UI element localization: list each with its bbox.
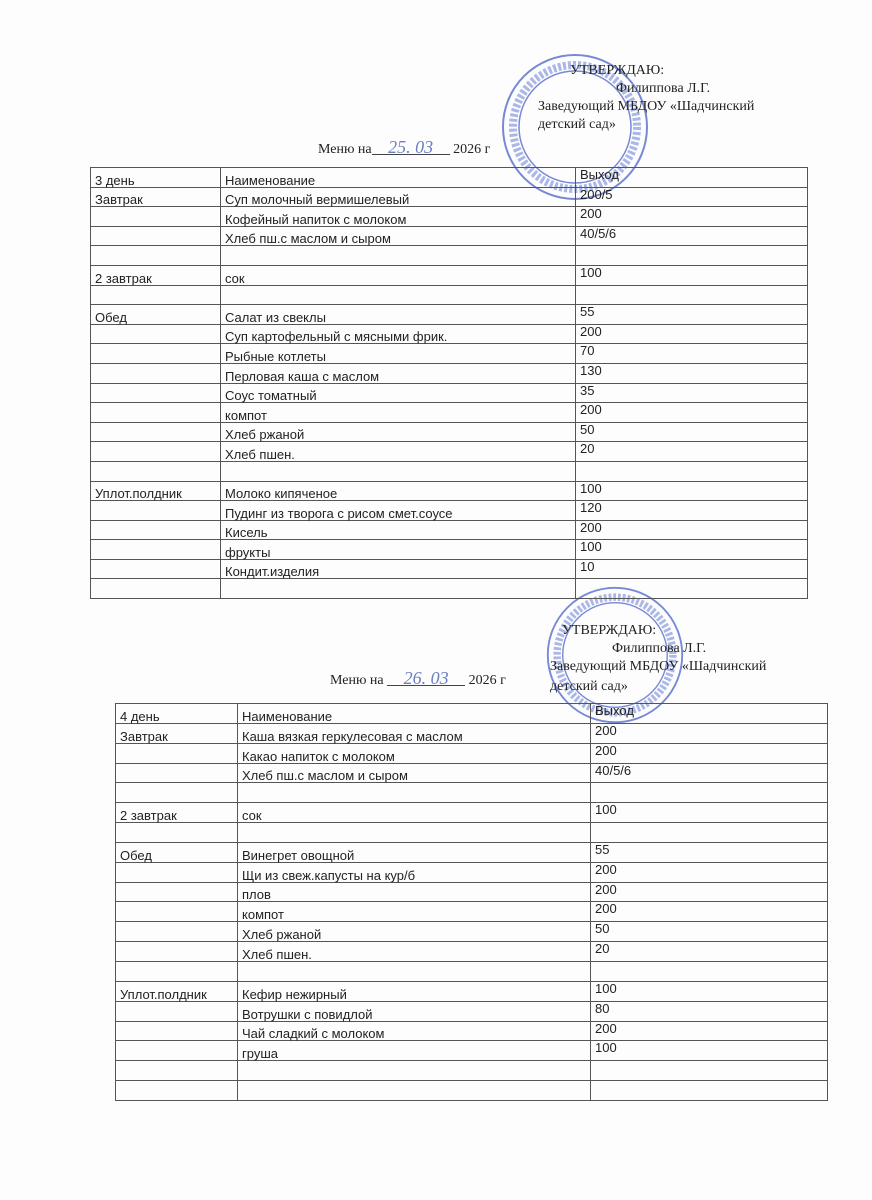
- dish-cell: [238, 783, 591, 803]
- menu-title: [330, 668, 506, 689]
- dish-cell: Щи из свеж.капусты на кур/б: [238, 862, 591, 882]
- meal-cell: [91, 383, 221, 403]
- meal-cell: Завтрак: [116, 723, 238, 743]
- table-row: [91, 363, 808, 383]
- portion-cell: [591, 1081, 828, 1101]
- meal-cell: [116, 743, 238, 763]
- menu-date: 25. 03: [372, 140, 450, 155]
- portion-cell: 200: [591, 723, 828, 743]
- dish-cell: [221, 246, 576, 266]
- portion-cell: [576, 461, 808, 481]
- meal-cell: [91, 422, 221, 442]
- dish-cell: Салат из свеклы: [221, 305, 576, 325]
- portion-cell: 200: [576, 520, 808, 540]
- dish-cell: Хлеб пш.с маслом и сыром: [221, 226, 576, 246]
- meal-cell: [91, 285, 221, 305]
- dish-cell: компот: [238, 902, 591, 922]
- meal-cell: [116, 783, 238, 803]
- title-suffix: 2026 г: [453, 142, 491, 157]
- table-row: [91, 285, 808, 305]
- menu-table-day4: [115, 703, 828, 1101]
- portion-cell: 200: [591, 1021, 828, 1041]
- portion-cell: [591, 961, 828, 981]
- dish-cell: плов: [238, 882, 591, 902]
- dish-cell: [221, 579, 576, 599]
- dish-cell: груша: [238, 1041, 591, 1061]
- dish-cell: [221, 285, 576, 305]
- dish-cell: Хлеб пш.с маслом и сыром: [238, 763, 591, 783]
- table-row: [116, 1001, 828, 1021]
- approval-block: [550, 622, 766, 696]
- table-row: [116, 981, 828, 1001]
- table-row: [91, 305, 808, 325]
- meal-cell: [116, 823, 238, 843]
- meal-cell: [116, 763, 238, 783]
- table-row: [116, 743, 828, 763]
- table-row: [116, 1021, 828, 1041]
- meal-cell: [91, 540, 221, 560]
- dish-cell: Чай сладкий с молоком: [238, 1021, 591, 1041]
- table-row: [116, 882, 828, 902]
- meal-cell: 2 завтрак: [91, 265, 221, 285]
- approver-name: Филиппова Л.Г.: [612, 641, 707, 656]
- meal-cell: [116, 961, 238, 981]
- meal-cell: [91, 579, 221, 599]
- meal-cell: [91, 501, 221, 521]
- table-row: [116, 902, 828, 922]
- dish-cell: сок: [238, 803, 591, 823]
- portion-cell: 20: [576, 442, 808, 462]
- table-row: [91, 540, 808, 560]
- dish-cell: Каша вязкая геркулесовая с маслом: [238, 723, 591, 743]
- portion-cell: 55: [576, 305, 808, 325]
- dish-cell: Наименование: [221, 168, 576, 188]
- dish-cell: [238, 1081, 591, 1101]
- table-row: [91, 442, 808, 462]
- table-row: [91, 559, 808, 579]
- title-prefix: Меню на: [318, 142, 372, 157]
- meal-cell: 4 день: [116, 704, 238, 724]
- dish-cell: Кофейный напиток с молоком: [221, 207, 576, 227]
- meal-cell: [91, 461, 221, 481]
- dish-cell: [238, 823, 591, 843]
- portion-cell: 200: [591, 862, 828, 882]
- approver-position: Заведующий МБДОУ «Шадчинский: [550, 659, 767, 674]
- meal-cell: [91, 520, 221, 540]
- portion-cell: 120: [576, 501, 808, 521]
- portion-cell: [576, 285, 808, 305]
- meal-cell: [91, 324, 221, 344]
- table-row: [91, 579, 808, 599]
- table-row: [91, 246, 808, 266]
- dish-cell: Кефир нежирный: [238, 981, 591, 1001]
- portion-cell: 200: [576, 324, 808, 344]
- portion-cell: 100: [576, 481, 808, 501]
- meal-cell: 2 завтрак: [116, 803, 238, 823]
- meal-cell: Уплот.полдник: [91, 481, 221, 501]
- table-row: [116, 1041, 828, 1061]
- table-row: [116, 862, 828, 882]
- dish-cell: [238, 961, 591, 981]
- table-row: [116, 823, 828, 843]
- table-row: [116, 1081, 828, 1101]
- dish-cell: Молоко кипяченое: [221, 481, 576, 501]
- table-row: [91, 403, 808, 423]
- portion-cell: 200: [591, 882, 828, 902]
- portion-cell: 100: [591, 1041, 828, 1061]
- portion-cell: 200: [591, 902, 828, 922]
- approval-block: [538, 62, 754, 134]
- portion-cell: [591, 1061, 828, 1081]
- meal-cell: Уплот.полдник: [116, 981, 238, 1001]
- dish-cell: Вотрушки с повидлой: [238, 1001, 591, 1021]
- meal-cell: [116, 942, 238, 962]
- table-row: [91, 501, 808, 521]
- meal-cell: [91, 246, 221, 266]
- dish-cell: компот: [221, 403, 576, 423]
- table-row: [91, 324, 808, 344]
- portion-cell: [591, 783, 828, 803]
- table-row: [116, 842, 828, 862]
- meal-cell: [116, 902, 238, 922]
- portion-cell: 50: [576, 422, 808, 442]
- portion-cell: 40/5/6: [576, 226, 808, 246]
- portion-cell: [591, 823, 828, 843]
- table-row: [116, 763, 828, 783]
- dish-cell: [238, 1061, 591, 1081]
- portion-cell: [576, 246, 808, 266]
- portion-cell: 40/5/6: [591, 763, 828, 783]
- table-row: [116, 723, 828, 743]
- meal-cell: [116, 882, 238, 902]
- meal-cell: [116, 1081, 238, 1101]
- menu-date: 26. 03: [387, 671, 465, 686]
- table-row: [91, 461, 808, 481]
- table-row: [116, 803, 828, 823]
- meal-cell: [91, 363, 221, 383]
- portion-cell: 100: [591, 981, 828, 1001]
- dish-cell: Наименование: [238, 704, 591, 724]
- portion-cell: [576, 579, 808, 599]
- portion-cell: 100: [576, 265, 808, 285]
- portion-cell: 200: [591, 743, 828, 763]
- portion-cell: 80: [591, 1001, 828, 1021]
- dish-cell: Перловая каша с маслом: [221, 363, 576, 383]
- meal-cell: [91, 559, 221, 579]
- table-row: [91, 422, 808, 442]
- portion-cell: Выход: [576, 168, 808, 188]
- meal-cell: [91, 344, 221, 364]
- dish-cell: Винегрет овощной: [238, 842, 591, 862]
- table-row: [116, 1061, 828, 1081]
- meal-cell: [91, 442, 221, 462]
- dish-cell: Хлеб пшен.: [238, 942, 591, 962]
- portion-cell: 35: [576, 383, 808, 403]
- approver-name: Филиппова Л.Г.: [616, 81, 711, 96]
- portion-cell: 20: [591, 942, 828, 962]
- meal-cell: [91, 226, 221, 246]
- meal-cell: [116, 922, 238, 942]
- dish-cell: фрукты: [221, 540, 576, 560]
- portion-cell: 130: [576, 363, 808, 383]
- menu-title: [318, 137, 491, 158]
- table-row: [91, 226, 808, 246]
- meal-cell: [91, 207, 221, 227]
- dish-cell: [221, 461, 576, 481]
- meal-cell: [116, 1061, 238, 1081]
- dish-cell: Рыбные котлеты: [221, 344, 576, 364]
- table-row: [91, 520, 808, 540]
- meal-cell: [116, 862, 238, 882]
- meal-cell: 3 день: [91, 168, 221, 188]
- table-row: [91, 344, 808, 364]
- meal-cell: Завтрак: [91, 187, 221, 207]
- dish-cell: Пудинг из творога с рисом смет.соусе: [221, 501, 576, 521]
- approver-org: детский сад»: [538, 117, 616, 132]
- portion-cell: Выход: [591, 704, 828, 724]
- approval-heading: УТВЕРЖДАЮ:: [562, 623, 657, 638]
- dish-cell: Суп картофельный с мясными фрик.: [221, 324, 576, 344]
- portion-cell: 200: [576, 403, 808, 423]
- table-row: [116, 783, 828, 803]
- table-header: [91, 168, 808, 188]
- portion-cell: 200/5: [576, 187, 808, 207]
- meal-cell: [116, 1001, 238, 1021]
- table-row: [91, 383, 808, 403]
- meal-cell: [116, 1021, 238, 1041]
- portion-cell: 100: [576, 540, 808, 560]
- dish-cell: Соус томатный: [221, 383, 576, 403]
- portion-cell: 55: [591, 842, 828, 862]
- approver-position: Заведующий МБДОУ «Шадчинский: [538, 99, 755, 114]
- portion-cell: 100: [591, 803, 828, 823]
- table-row: [116, 922, 828, 942]
- title-suffix: 2026 г: [468, 673, 506, 688]
- dish-cell: Кондит.изделия: [221, 559, 576, 579]
- table-header: [116, 704, 828, 724]
- portion-cell: 50: [591, 922, 828, 942]
- table-row: [91, 207, 808, 227]
- portion-cell: 200: [576, 207, 808, 227]
- dish-cell: Кисель: [221, 520, 576, 540]
- table-row: [91, 187, 808, 207]
- dish-cell: Суп молочный вермишелевый: [221, 187, 576, 207]
- meal-cell: [91, 403, 221, 423]
- table-row: [116, 961, 828, 981]
- approval-heading: УТВЕРЖДАЮ:: [570, 63, 665, 78]
- dish-cell: Хлеб ржаной: [221, 422, 576, 442]
- dish-cell: Какао напиток с молоком: [238, 743, 591, 763]
- meal-cell: Обед: [91, 305, 221, 325]
- meal-cell: Обед: [116, 842, 238, 862]
- table-row: [91, 481, 808, 501]
- table-row: [91, 265, 808, 285]
- dish-cell: сок: [221, 265, 576, 285]
- dish-cell: Хлеб пшен.: [221, 442, 576, 462]
- portion-cell: 70: [576, 344, 808, 364]
- title-prefix: Меню на: [330, 673, 384, 688]
- portion-cell: 10: [576, 559, 808, 579]
- approver-org: детский сад»: [550, 679, 628, 694]
- table-row: [116, 942, 828, 962]
- meal-cell: [116, 1041, 238, 1061]
- dish-cell: Хлеб ржаной: [238, 922, 591, 942]
- menu-table-day3: [90, 167, 808, 599]
